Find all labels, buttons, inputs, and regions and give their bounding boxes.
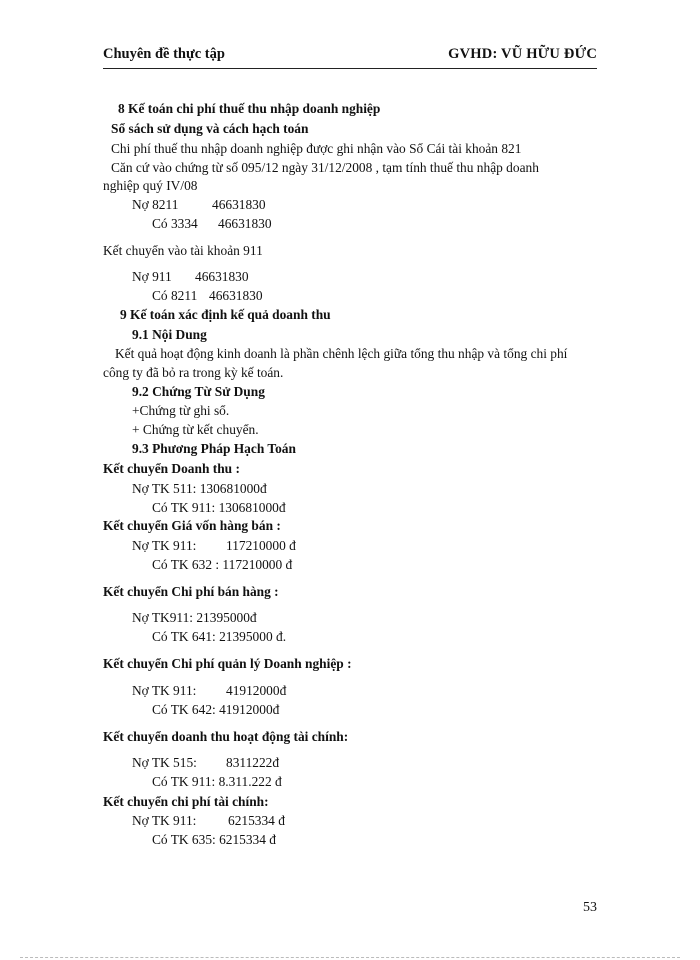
entry-1-debit: Nợ 8211 (132, 197, 179, 212)
transfer-fin-revenue-heading: Kết chuyển doanh thu hoạt động tài chính: (103, 729, 349, 744)
section-8-paragraph-2b: nghiệp quý IV/08 (103, 178, 198, 193)
section-8-paragraph-1: Chi phí thuế thu nhập doanh nghiệp được ghi nhận vào Sổ Cái tài khoản 821 (111, 141, 522, 156)
document-item-1: +Chứng từ ghi sổ. (132, 403, 230, 418)
entry-2-debit-value: 46631830 (195, 269, 249, 284)
section-9-1-paragraph-b: công ty đã bỏ ra trong kỳ kế toán. (103, 365, 284, 380)
transfer-revenue-debit: Nợ TK 511: 130681000đ (132, 481, 267, 496)
transfer-admin-heading: Kết chuyển Chi phí quản lý Doanh nghiệp : (103, 656, 352, 671)
transfer-admin-debit: Nợ TK 911: (132, 683, 197, 698)
transfer-fin-expense-debit: Nợ TK 911: (132, 813, 197, 828)
entry-1-credit: Có 3334 (152, 216, 198, 231)
entry-1-debit-value: 46631830 (212, 197, 266, 212)
transfer-selling-debit: Nợ TK911: 21395000đ (132, 610, 257, 625)
entry-2-debit: Nợ 911 (132, 269, 172, 284)
header-title: Chuyên đề thực tập (103, 46, 225, 62)
section-8-paragraph-2a: Căn cứ vào chứng từ số 095/12 ngày 31/12/2008 , tạm tính thuế thu nhập doanh (111, 160, 539, 175)
page-number: 53 (583, 900, 597, 915)
section-9-1-heading: 9.1 Nội Dung (132, 327, 207, 342)
transfer-selling-credit: Có TK 641: 21395000 đ. (152, 629, 287, 644)
transfer-fin-expense-heading: Kết chuyển chi phí tài chính: (103, 794, 269, 809)
transfer-fin-revenue-debit-value: 8311222đ (226, 755, 280, 770)
transfer-revenue-heading: Kết chuyển Doanh thu : (103, 461, 240, 476)
transfer-fin-revenue-credit: Có TK 911: 8.311.222 đ (152, 774, 282, 789)
section-9-1-paragraph-a: Kết quả hoạt động kinh doanh là phần chênh lệch giữa tổng thu nhập và tổng chi phí (115, 346, 568, 361)
page-bottom-divider (20, 957, 680, 958)
transfer-admin-credit: Có TK 642: 41912000đ (152, 702, 280, 717)
transfer-admin-debit-value: 41912000đ (226, 683, 287, 698)
entry-2-credit-value: 46631830 (209, 288, 263, 303)
section-9-heading: 9 Kế toán xác định kế quả doanh thu (120, 307, 331, 322)
transfer-revenue-credit: Có TK 911: 130681000đ (152, 500, 286, 515)
section-8-heading: 8 Kế toán chi phí thuế thu nhập doanh nghiệp (118, 101, 381, 116)
section-9-3-heading: 9.3 Phương Pháp Hạch Toán (132, 441, 296, 456)
section-9-2-heading: 9.2 Chứng Từ Sử Dụng (132, 384, 265, 399)
transfer-cogs-debit-value: 117210000 đ (226, 538, 296, 553)
transfer-fin-revenue-debit: Nợ TK 515: (132, 755, 197, 770)
transfer-cogs-credit: Có TK 632 : 117210000 đ (152, 557, 293, 572)
transfer-fin-expense-credit: Có TK 635: 6215334 đ (152, 832, 276, 847)
section-8-subheading: Sổ sách sử dụng và cách hạch toán (111, 121, 309, 136)
header-advisor: GVHD: VŨ HỮU ĐỨC (448, 46, 597, 62)
transfer-selling-heading: Kết chuyển Chi phí bán hàng : (103, 584, 279, 599)
transfer-cogs-debit: Nợ TK 911: (132, 538, 197, 553)
transfer-fin-expense-debit-value: 6215334 đ (228, 813, 285, 828)
transfer-cogs-heading: Kết chuyển Giá vốn hàng bán : (103, 518, 281, 533)
entry-2-credit: Có 8211 (152, 288, 198, 303)
transfer-to-911: Kết chuyển vào tài khoản 911 (103, 243, 263, 258)
page-header (103, 46, 597, 66)
header-divider (103, 68, 597, 69)
entry-1-credit-value: 46631830 (218, 216, 272, 231)
document-item-2: + Chứng từ kết chuyển. (132, 422, 259, 437)
